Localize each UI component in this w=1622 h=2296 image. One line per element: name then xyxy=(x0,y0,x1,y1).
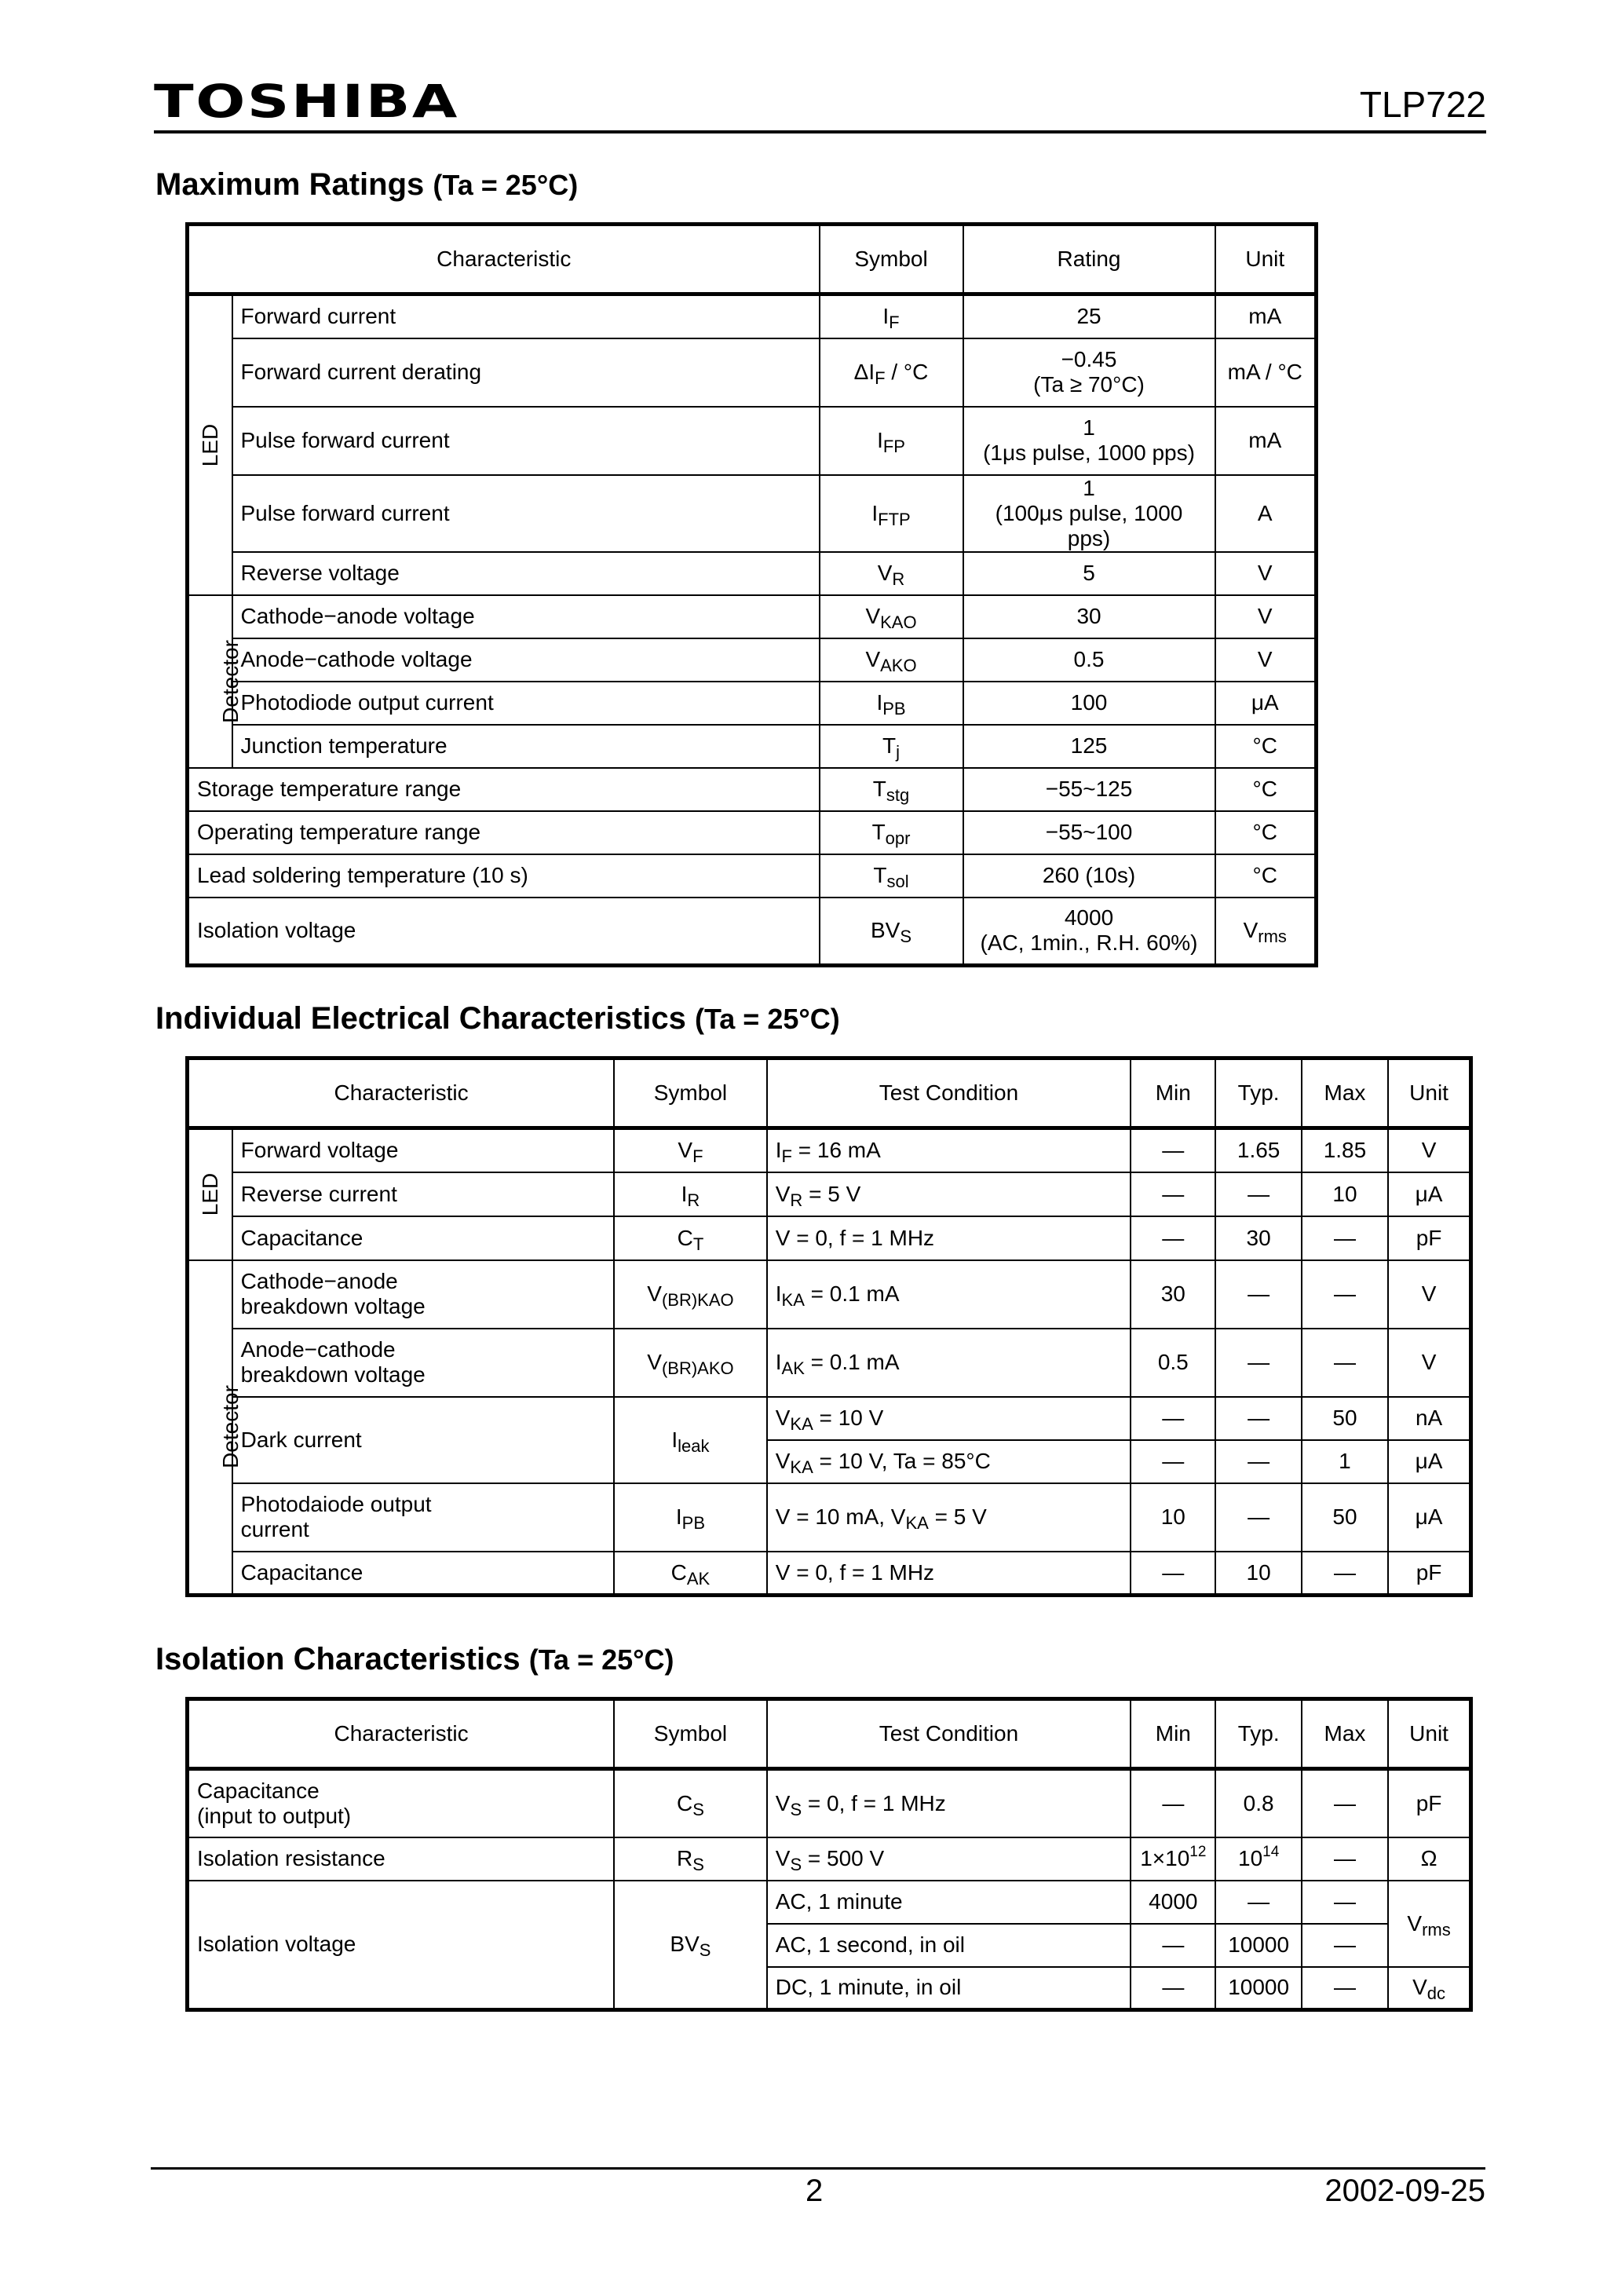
table-row: Capacitance $C_T$ V = 0, f = 1 MHz — 30 — pF xyxy=(188,1216,1471,1260)
table-row: Forward current derating $\Delta I_F / ^\circ C$ −0.45 (Ta ≥ 70°C) mA / °C xyxy=(188,338,1317,407)
table-row: Pulse forward current $I_{FTP}$ 1 (100μs pulse, 1000 pps) A xyxy=(188,475,1317,552)
table-row: Capacitance $C_{AK}$ V = 0, f = 1 MHz — 10 — pF xyxy=(188,1552,1471,1596)
max-ratings-table xyxy=(185,222,1318,967)
electrical-title: Individual Electrical Characteristics (Ta = 25°C) xyxy=(155,1001,840,1036)
table-row: Isolation voltage $BV_S$ AC, 1 minute 4000 — — $V_{rms}$ xyxy=(188,1881,1471,1924)
max-ratings-title: Maximum Ratings (Ta = 25°C) xyxy=(155,167,579,202)
header-rule xyxy=(154,130,1486,133)
isolation-title: Isolation Characteristics (Ta = 25°C) xyxy=(155,1642,674,1676)
table-row: Lead soldering temperature (10 s) $T_{sol}$ 260 (10s) °C xyxy=(188,854,1317,898)
table-row: AC, 1 second, in oil — 10000 — xyxy=(188,1924,1471,1967)
toshiba-logo: TOSHIBA xyxy=(154,75,459,128)
table-row: Detector Cathode−anode breakdown voltage $V_{(BR)KAO}$ $I_{KA} = 0.1$ mA 30 — — V xyxy=(188,1260,1471,1329)
table-row: LED Forward voltage $V_F$ $I_F = 16$ mA — 1.65 1.85 V xyxy=(188,1128,1471,1172)
group-label-detector: Detector xyxy=(188,595,232,768)
table-row: LED Forward current $I_F$ 25 mA xyxy=(188,294,1317,338)
table-row: Detector Cathode−anode voltage $V_{KAO}$ 30 V xyxy=(188,595,1317,638)
group-label-led: LED xyxy=(188,1128,232,1260)
table-row: Operating temperature range $T_{opr}$ −55~100 °C xyxy=(188,811,1317,854)
part-number: TLP722 xyxy=(1359,84,1486,125)
table-row: Reverse voltage $V_R$ 5 V xyxy=(188,552,1317,595)
footer-rule xyxy=(151,2167,1485,2170)
page-number: 2 xyxy=(806,2174,824,2208)
table-row: Anode−cathode breakdown voltage $V_{(BR)AKO}$ $I_{AK} = 0.1$ mA 0.5 — — V xyxy=(188,1329,1471,1397)
table-row: Storage temperature range $T_{stg}$ −55~125 °C xyxy=(188,768,1317,811)
table-row: Dark current $I_{leak}$ $V_{KA} = 10$ V — — 50 nA xyxy=(188,1397,1471,1440)
table-row: Pulse forward current $I_{FP}$ 1 (1μs pulse, 1000 pps) mA xyxy=(188,407,1317,475)
table-row: Photodaiode output current $I_{PB}$ V = 10 mA, $V_{KA} = 5$ V 10 — 50 μA xyxy=(188,1483,1471,1552)
electrical-table xyxy=(185,1056,1473,1597)
table-row: DC, 1 minute, in oil — 10000 — $V_{dc}$ xyxy=(188,1967,1471,2010)
table-header-row: Characteristic Symbol Test Condition Min Typ. Max Unit xyxy=(188,1699,1471,1769)
table-row: Isolation resistance $R_S$ $V_S = 500$ V $1\times 10^{12}$ $10^{14}$ — Ω xyxy=(188,1837,1471,1881)
footer-date: 2002-09-25 xyxy=(1324,2174,1485,2208)
table-row: Junction temperature $T_j$ 125 °C xyxy=(188,725,1317,768)
isolation-table xyxy=(185,1697,1473,2012)
table-row: Reverse current $I_R$ $V_R = 5$ V — — 10 μA xyxy=(188,1172,1471,1216)
group-label-led: LED xyxy=(188,294,232,595)
table-header-row: Characteristic Symbol Test Condition Min Typ. Max Unit xyxy=(188,1058,1471,1128)
table-row: Capacitance (input to output) $C_S$ $V_S = 0$, f = 1 MHz — 0.8 — pF xyxy=(188,1769,1471,1837)
group-label-detector: Detector xyxy=(188,1260,232,1596)
table-row: Anode−cathode voltage $V_{AKO}$ 0.5 V xyxy=(188,638,1317,682)
table-header-row: Characteristic Symbol Rating Unit xyxy=(188,225,1317,294)
table-row: Photodiode output current $I_{PB}$ 100 μA xyxy=(188,682,1317,725)
table-row: Isolation voltage $BV_S$ 4000 (AC, 1min., R.H. 60%) $V_{rms}$ xyxy=(188,898,1317,966)
table-row: $V_{KA} = 10$ V, Ta = 85°C — — 1 μA xyxy=(188,1440,1471,1483)
